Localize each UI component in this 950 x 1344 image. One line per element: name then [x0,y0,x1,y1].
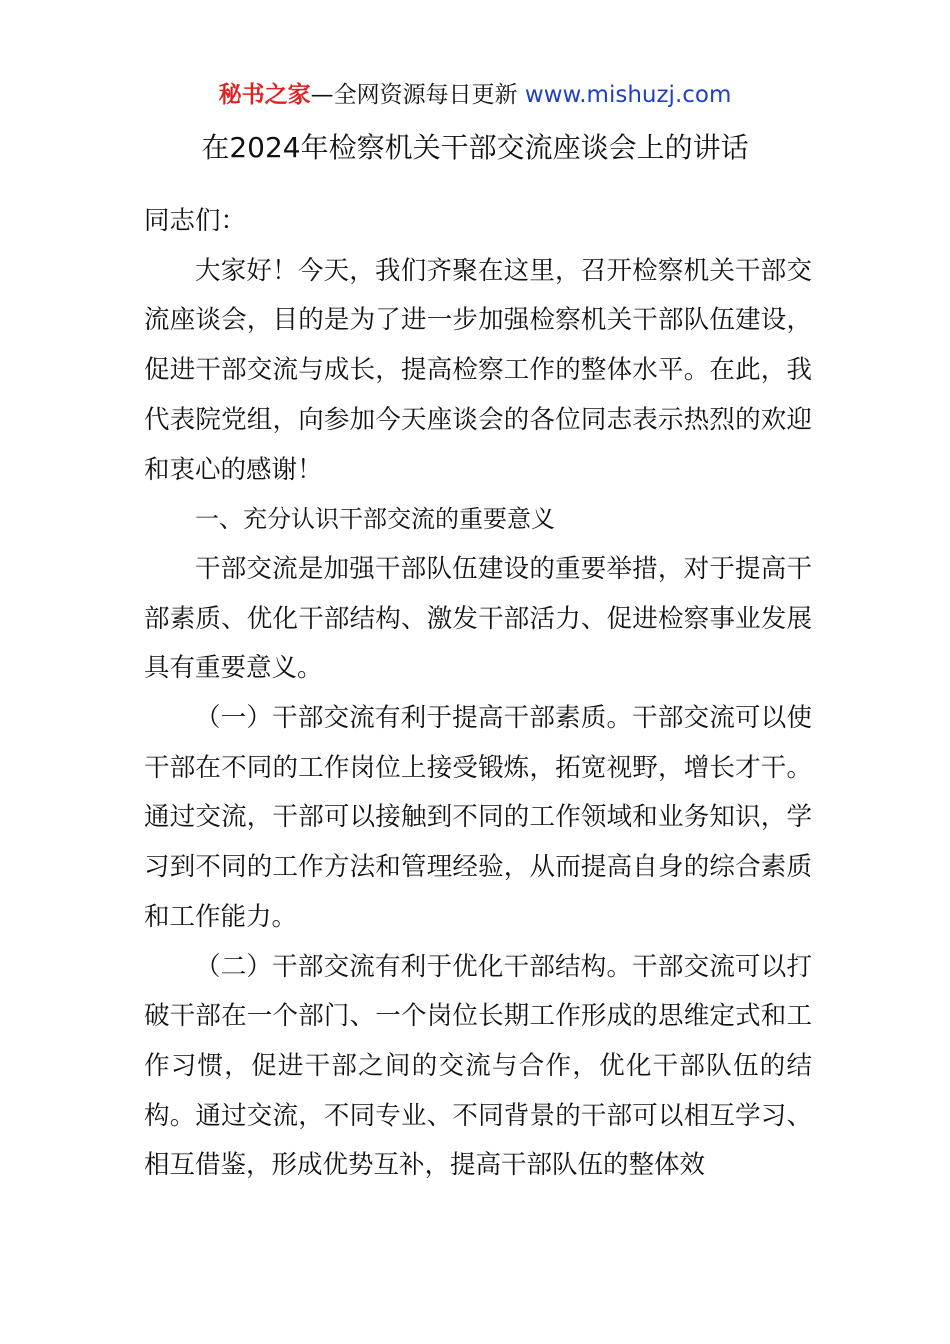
site-brand: 秘书之家 [218,82,311,108]
paragraph-point-1: （一）干部交流有利于提高干部素质。干部交流可以使干部在不同的工作岗位上接受锻炼，拓宽视野，增长才干。通过交流，干部可以接触到不同的工作领域和业务知识，学习到不同的工作方法和管理经验，从而提高自身的综合素质和工作能力。 [144,703,812,932]
document-title: 在2024年检察机关干部交流座谈会上的讲话 [201,131,749,164]
document-body [144,197,812,1191]
paragraph-opening: 大家好！今天，我们齐聚在这里，召开检察机关干部交流座谈会，目的是为了进一步加强检察机关干部队伍建设，促进干部交流与成长，提高检察工作的整体水平。在此，我代表院党组，向参加今天座谈会的各位同志表示热烈的欢迎和衷心的感谢！ [144,255,812,485]
salutation: 同志们： [144,206,247,236]
paragraph-significance: 干部交流是加强干部队伍建设的重要举措，对于提高干部素质、优化干部结构、激发干部活力、促进检察事业发展具有重要意义。 [144,553,812,684]
paragraph-point-2: （二）干部交流有利于优化干部结构。干部交流可以打破干部在一个部门、一个岗位长期工作形成的思维定式和工作习惯，促进干部之间的交流与合作，优化干部队伍的结构。通过交流，不同专业、不同背景的干部可以相互学习、相互借鉴，形成优势互补，提高干部队伍的整体效 [144,951,812,1181]
site-header [0,80,950,110]
section-heading-1: 一、充分认识干部交流的重要意义 [195,505,555,534]
site-url-link[interactable]: www.mishuzj.com [524,82,732,108]
site-tagline: —全网资源每日更新 [310,82,518,108]
